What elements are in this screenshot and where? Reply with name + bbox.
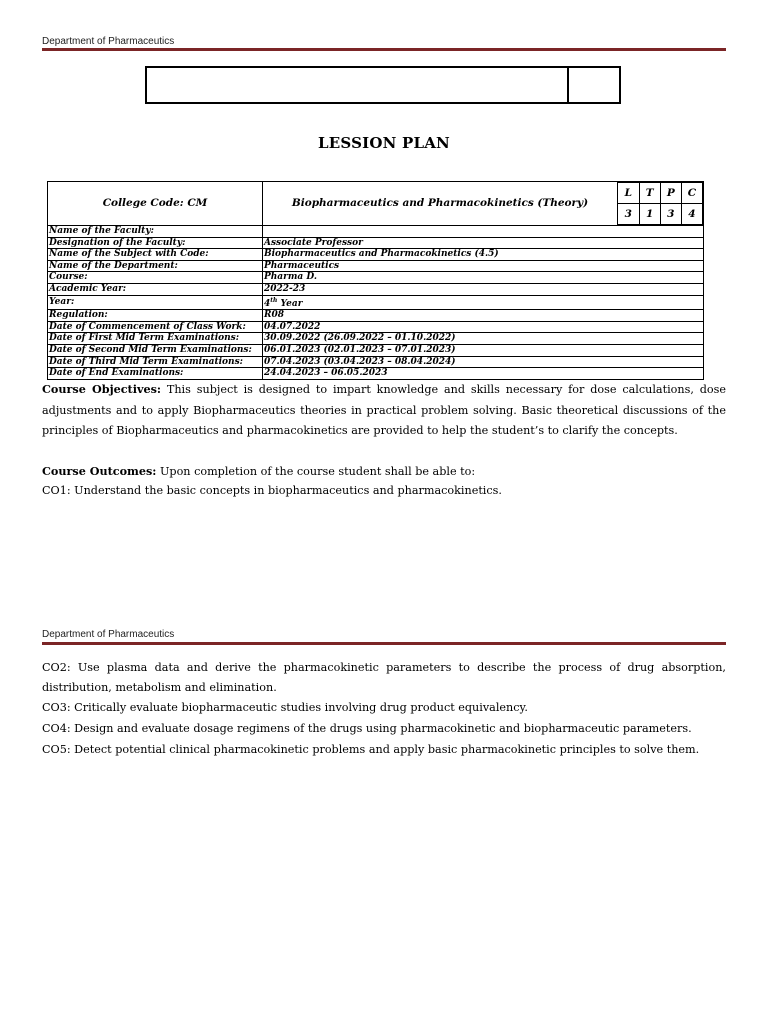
row-value <box>263 295 704 310</box>
course-outcome-co5: CO5: Detect potential clinical pharmacokinetic problems and apply basic pharmacokinetic principles to solve them. <box>42 743 700 756</box>
table-row <box>48 321 704 333</box>
lesson-info-table <box>47 181 704 380</box>
row-value: 06.01.2023 (02.01.2023 – 07.01.2023) <box>263 344 704 356</box>
ltpc-value-l: 3 <box>618 204 639 225</box>
table-row <box>48 283 704 295</box>
ltpc-header-t: T <box>639 183 660 204</box>
row-value: Associate Professor <box>263 237 704 249</box>
row-value: 07.04.2023 (03.04.2023 – 08.04.2024) <box>263 356 704 368</box>
row-value: 24.04.2023 – 06.05.2023 <box>263 368 704 380</box>
row-label: Date of Third Mid Term Examinations: <box>48 356 263 368</box>
course-outcomes-intro <box>42 461 726 483</box>
header-box <box>145 66 621 104</box>
row-value: Pharma D. <box>263 272 704 284</box>
row-label: Date of Commencement of Class Work: <box>48 321 263 333</box>
department-header: Department of Pharmaceutics <box>42 36 175 47</box>
table-row <box>48 356 704 368</box>
department-header-page2: Department of Pharmaceutics <box>42 629 175 640</box>
table-row <box>48 344 704 356</box>
header-rule <box>42 48 726 51</box>
row-label: Academic Year: <box>48 283 263 295</box>
ltpc-value-t: 1 <box>639 204 660 225</box>
table-row <box>48 333 704 345</box>
table-row <box>48 226 704 238</box>
row-value: R08 <box>263 310 704 322</box>
course-objectives-label: Course Objectives: <box>42 382 162 396</box>
table-row <box>48 295 704 310</box>
ltpc-value-c: 4 <box>681 204 702 225</box>
header-rule-page2 <box>42 642 726 645</box>
course-outcome-co3: CO3: Critically evaluate biopharmaceutic studies involving drug product equivalency. <box>42 701 528 714</box>
row-label: Name of the Department: <box>48 260 263 272</box>
course-outcome-co2-line1: CO2: Use plasma data and derive the pharmacokinetic parameters to describe the process of drug absorption, <box>42 661 726 674</box>
row-value: Biopharmaceutics and Pharmacokinetics (4.5) <box>263 249 704 261</box>
course-objectives-text: This subject is designed to impart knowledge and skills necessary for dose calculations, dose adjustments and to apply Biopharmaceutics theories in practical problem solving. Basic theoretical discussions of the principles of Biopharmaceutics and pharmacokinetics are provided to help the student’s to clarify the concepts. <box>42 383 727 437</box>
row-label: Date of First Mid Term Examinations: <box>48 333 263 345</box>
row-label: Course: <box>48 272 263 284</box>
course-outcome-co4: CO4: Design and evaluate dosage regimens of the drugs using pharmacokinetic and biopharmaceutic parameters. <box>42 722 692 735</box>
row-label: Designation of the Faculty: <box>48 237 263 249</box>
course-outcomes-text: Upon completion of the course student shall be able to: <box>156 465 476 478</box>
table-header-row <box>48 182 704 226</box>
ltpc-header-c: C <box>681 183 702 204</box>
course-outcome-co2-line2: distribution, metabolism and elimination. <box>42 681 277 694</box>
table-row <box>48 237 704 249</box>
table-row <box>48 260 704 272</box>
page-title: LESSION PLAN <box>318 134 450 152</box>
row-value <box>263 226 704 238</box>
ltpc-table <box>618 182 703 225</box>
ltpc-header-l: L <box>618 183 639 204</box>
college-code: College Code: CM <box>48 182 263 226</box>
table-row <box>48 368 704 380</box>
row-value: 30.09.2022 (26.09.2022 – 01.10.2022) <box>263 333 704 345</box>
table-row <box>48 272 704 284</box>
year-suffix: Year <box>277 298 303 309</box>
row-label: Year: <box>48 295 263 310</box>
row-label: Date of Second Mid Term Examinations: <box>48 344 263 356</box>
row-label: Date of End Examinations: <box>48 368 263 380</box>
table-row <box>48 310 704 322</box>
row-label: Regulation: <box>48 310 263 322</box>
year-superscript: th <box>270 296 278 304</box>
row-value: 2022-23 <box>263 283 704 295</box>
subject-title: Biopharmaceutics and Pharmacokinetics (Theory) <box>263 182 618 226</box>
row-value: 04.07.2022 <box>263 321 704 333</box>
header-box-divider <box>567 68 569 102</box>
ltpc-value-p: 3 <box>660 204 681 225</box>
ltpc-header-p: P <box>660 183 681 204</box>
row-value: Pharmaceutics <box>263 260 704 272</box>
course-outcomes-label: Course Outcomes: <box>42 464 157 478</box>
row-label: Name of the Faculty: <box>48 226 263 238</box>
year-number: 4 <box>264 298 271 309</box>
ltpc-cell <box>618 182 704 226</box>
row-label: Name of the Subject with Code: <box>48 249 263 261</box>
table-row <box>48 249 704 261</box>
course-outcome-co1: CO1: Understand the basic concepts in biopharmaceutics and pharmacokinetics. <box>42 484 502 497</box>
course-objectives <box>42 379 726 442</box>
